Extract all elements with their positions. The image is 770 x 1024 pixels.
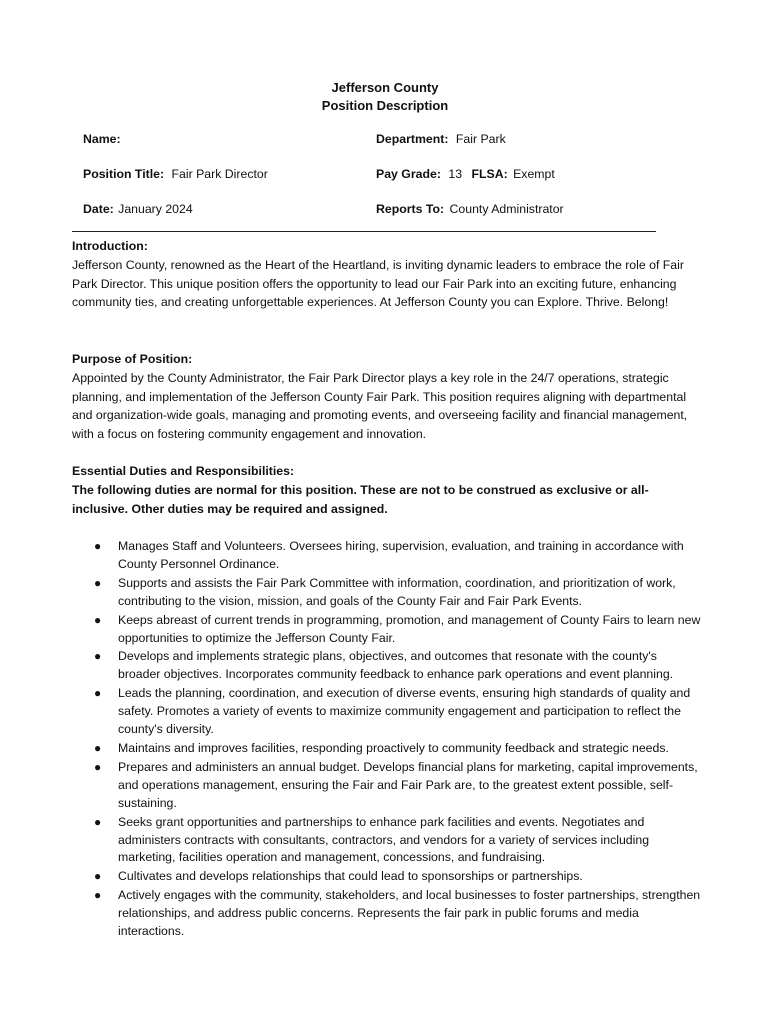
bullet-icon: ●: [94, 575, 102, 590]
header-divider: [72, 231, 656, 232]
document-title: Jefferson County: [331, 80, 439, 95]
flsa-label: FLSA:: [471, 167, 508, 181]
bullet-icon: ●: [94, 612, 102, 627]
list-item: ● Actively engages with the community, stakeholders, and local businesses to foster partnerships, strengthen relationships, and address public concerns. Represents the fair park in public forums and media interactions.: [94, 888, 701, 939]
duties-intro: The following duties are normal for this position. These are not to be construed as exclusive or all-inclusive. Other duties may be required and assigned.: [72, 482, 649, 516]
reports-to-value: County Administrator: [449, 202, 564, 216]
bullet-icon: ●: [94, 814, 102, 829]
name-label: Name:: [83, 132, 121, 146]
position-title-label: Position Title:: [83, 167, 165, 181]
introduction-heading: Introduction:: [72, 239, 148, 253]
bullet-icon: ●: [94, 686, 102, 701]
pay-grade-value: 13: [448, 167, 463, 181]
purpose-heading: Purpose of Position:: [72, 352, 193, 366]
list-item: ● Seeks grant opportunities and partnerships to enhance park facilities and events. Negotiates and administers contracts with consultants, contractors, and vendors for a variety of services including marketing, facilities operation and management, concessions, and fundraising.: [94, 814, 650, 865]
pay-grade-field: [376, 167, 555, 181]
date-value: January 2024: [118, 202, 193, 216]
list-item: ● Cultivates and develops relationships that could lead to sponsorships or partnerships.: [72, 868, 702, 886]
pay-grade-label: Pay Grade:: [376, 167, 441, 181]
date-label: Date:: [83, 202, 114, 216]
department-field: [376, 132, 506, 146]
list-item: ● Prepares and administers an annual budget. Develops financial plans for marketing, capital improvements, and operations management, ensuring the Fair and Fair Park are, to the greatest extent possible, self-sustaining.: [94, 759, 698, 810]
reports-to-field: [376, 202, 564, 216]
document-subtitle: Position Description: [321, 98, 449, 113]
duties-heading: Essential Duties and Responsibilities:: [72, 464, 295, 478]
list-item: ● Maintains and improves facilities, responding proactively to community feedback and strategic needs.: [72, 740, 702, 758]
list-item: ● Supports and assists the Fair Park Committee with information, coordination, and prioritization of work, contributing to the vision, mission, and goals of the County Fair and Fair Park Events.: [94, 575, 676, 608]
flsa-value: Exempt: [513, 167, 555, 181]
duties-section: [72, 462, 702, 518]
reports-to-label: Reports To:: [376, 202, 445, 216]
bullet-icon: ●: [94, 869, 102, 884]
list-item: ● Keeps abreast of current trends in programming, promotion, and management of County Fairs to learn new opportunities to optimize the Jefferson County Fair.: [94, 612, 701, 645]
name-field: [83, 132, 125, 146]
duties-list: [72, 538, 702, 942]
position-title-field: [83, 167, 268, 181]
introduction-section: [72, 237, 702, 312]
bullet-icon: ●: [94, 740, 102, 755]
date-field: [83, 202, 193, 216]
list-item: ● Manages Staff and Volunteers. Oversees hiring, supervision, evaluation, and training in accordance with County Personnel Ordinance.: [94, 539, 684, 571]
department-label: Department:: [376, 132, 449, 146]
bullet-icon: ●: [94, 888, 102, 903]
bullet-icon: ●: [94, 649, 102, 664]
purpose-text: Appointed by the County Administrator, the Fair Park Director plays a key role in the 24/7 operations, strategic planning, and implementation of the Jefferson County Fair Park. This position requires aligning with departmental and organization-wide goals, managing and promoting events, and overseeing facility and financial management, with a focus on fostering community engagement and innovation.: [72, 370, 688, 442]
purpose-section: [72, 350, 702, 444]
introduction-text: Jefferson County, renowned as the Heart of the Heartland, is inviting dynamic leaders to embrace the role of Fair Park Director. This unique position offers the opportunity to lead our Fair Park into an exciting future, enhancing community ties, and creating unforgettable experiences. At Jefferson County you can Explore. Thrive. Belong!: [72, 257, 684, 310]
bullet-icon: ●: [94, 759, 102, 774]
department-value: Fair Park: [455, 132, 506, 146]
list-item: ● Develops and implements strategic plans, objectives, and outcomes that resonate with the county's broader objectives. Incorporates community feedback to enhance park operations and event planning.: [94, 649, 674, 682]
position-title-value: Fair Park Director: [171, 167, 268, 181]
list-item: ● Leads the planning, coordination, and execution of diverse events, ensuring high standards of quality and safety. Promotes a variety of events to maximize community engagement and participation to reflect the county's diversity.: [94, 686, 691, 737]
bullet-icon: ●: [94, 539, 102, 553]
